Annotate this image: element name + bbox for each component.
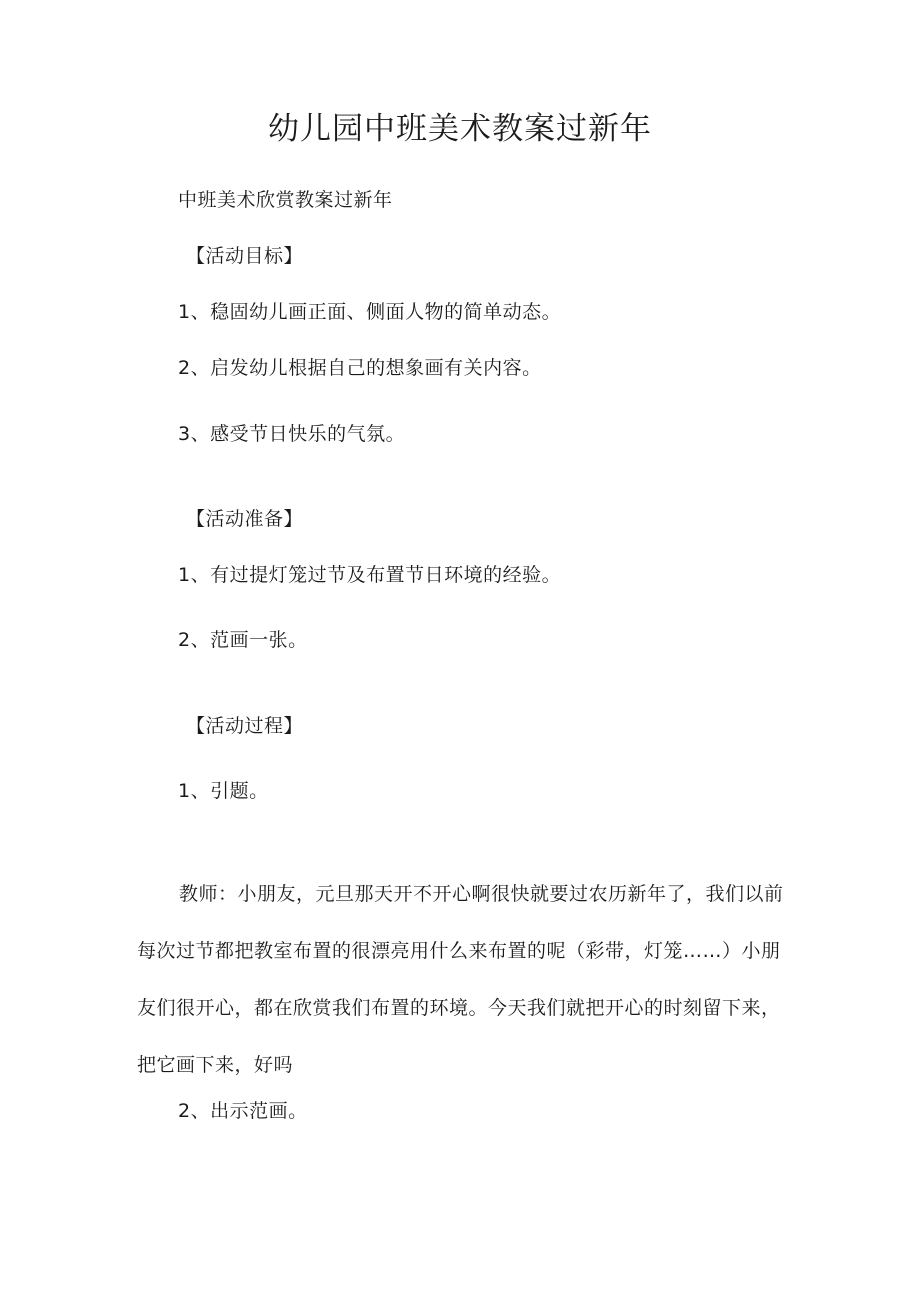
preparation-item: 2、范画一张。 (178, 629, 308, 651)
document-subtitle: 中班美术欣赏教案过新年 (178, 189, 393, 211)
section-heading-goals: 【活动目标】 (186, 245, 304, 267)
process-step-show-sample: 2、出示范画。 (178, 1100, 308, 1122)
goal-item: 1、稳固幼儿画正面、侧面人物的简单动态。 (178, 301, 562, 323)
section-heading-preparation: 【活动准备】 (186, 508, 304, 530)
teacher-paragraph: 教师：小朋友，元旦那天开不开心啊很快就要过农历新年了，我们以前每次过节都把教室布置的很漂亮用什么来布置的呢（彩带，灯笼……）小朋友们很开心，都在欣赏我们布置的环境。今天我们就把开心的时刻留下来，把它画下来，好吗 (137, 883, 784, 1076)
goal-item: 2、启发幼儿根据自己的想象画有关内容。 (178, 357, 542, 379)
goal-item: 3、感受节日快乐的气氛。 (178, 423, 406, 445)
process-step-intro: 1、引题。 (178, 780, 269, 802)
section-heading-process: 【活动过程】 (186, 715, 304, 737)
document-title: 幼儿园中班美术教案过新年 (268, 111, 652, 147)
preparation-item: 1、有过提灯笼过节及布置节日环境的经验。 (178, 564, 562, 586)
